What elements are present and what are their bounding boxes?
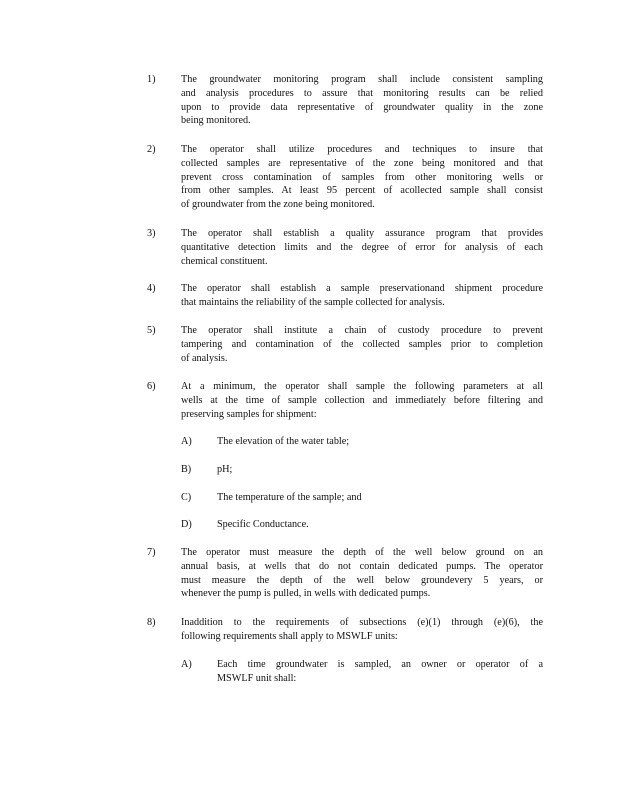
sub-item-text: The elevation of the water table; xyxy=(217,436,350,447)
text-line: preserving samples for shipment: xyxy=(181,408,317,420)
item-text xyxy=(181,380,543,421)
text-line: The operator shall utilize procedures and techniques to insure that xyxy=(181,144,543,155)
sub-item-text: Specific Conductance. xyxy=(217,519,309,530)
text-line: and analysis procedures to assure that monitoring results can be relied xyxy=(181,87,543,99)
sub-item-text xyxy=(217,658,543,686)
item-text xyxy=(181,546,543,601)
item-number: 1) xyxy=(147,74,156,85)
text-line: collected samples are representative of the zone being monitored and that xyxy=(181,157,543,169)
sub-item-letter: D) xyxy=(181,519,192,530)
sub-item-letter: A) xyxy=(181,659,192,670)
sub-item-letter: A) xyxy=(181,436,192,447)
text-line: tampering and contamination of the collected samples prior to completion xyxy=(181,338,543,350)
item-number: 4) xyxy=(147,283,156,294)
text-line: The operator must measure the depth of the well below ground on an xyxy=(181,547,543,558)
item-number: 3) xyxy=(147,228,156,239)
text-line: being monitored. xyxy=(181,115,251,127)
text-line: that maintains the reliability of the sample collected for analysis. xyxy=(181,296,445,308)
sub-item-text: The temperature of the sample; and xyxy=(217,492,362,503)
text-line: MSWLF unit shall: xyxy=(217,672,297,684)
text-line: prevent cross contamination of samples from other monitoring wells or xyxy=(181,171,543,183)
text-line: annual basis, at wells that do not contain dedicated pumps. The operator xyxy=(181,560,543,572)
text-line: whenever the pump is pulled, in wells with dedicated pumps. xyxy=(181,588,431,600)
text-line: At a minimum, the operator shall sample the following parameters at all xyxy=(181,381,543,392)
text-line: from other samples. At least 95 percent of acollected sample shall consist xyxy=(181,185,543,197)
text-line: chemical constituent. xyxy=(181,255,268,267)
text-line: The operator shall establish a quality assurance program that provides xyxy=(181,228,543,239)
item-text xyxy=(181,282,543,310)
text-line: Inaddition to the requirements of subsections (e)(1) through (e)(6), the xyxy=(181,617,543,628)
item-number: 5) xyxy=(147,325,156,336)
item-text xyxy=(181,227,543,268)
text-line: Each time groundwater is sampled, an owner or operator of a xyxy=(217,659,543,670)
text-line: must measure the depth of the well below groundevery 5 years, or xyxy=(181,574,543,586)
text-line: The groundwater monitoring program shall include consistent sampling xyxy=(181,74,543,85)
item-number: 6) xyxy=(147,381,156,392)
item-number: 8) xyxy=(147,617,156,628)
item-text xyxy=(181,143,543,212)
text-line: following requirements shall apply to MSWLF units: xyxy=(181,630,398,642)
sub-item-letter: C) xyxy=(181,492,192,503)
item-text xyxy=(181,73,543,128)
item-text xyxy=(181,616,543,644)
text-line: quantitative detection limits and the degree of error for analysis of each xyxy=(181,241,543,253)
text-line: wells at the time of sample collection and immediately before filtering and xyxy=(181,394,543,406)
text-line: The operator shall institute a chain of custody procedure to prevent xyxy=(181,325,543,336)
text-line: The operator shall establish a sample preservationand shipment procedure xyxy=(181,283,543,294)
item-number: 7) xyxy=(147,547,156,558)
item-text xyxy=(181,324,543,365)
item-number: 2) xyxy=(147,144,156,155)
text-line: upon to provide data representative of groundwater quality in the zone xyxy=(181,101,543,113)
sub-item-letter: B) xyxy=(181,464,192,475)
text-line: of groundwater from the zone being monitored. xyxy=(181,199,375,211)
text-line: of analysis. xyxy=(181,352,228,364)
sub-item-text: pH; xyxy=(217,464,233,475)
